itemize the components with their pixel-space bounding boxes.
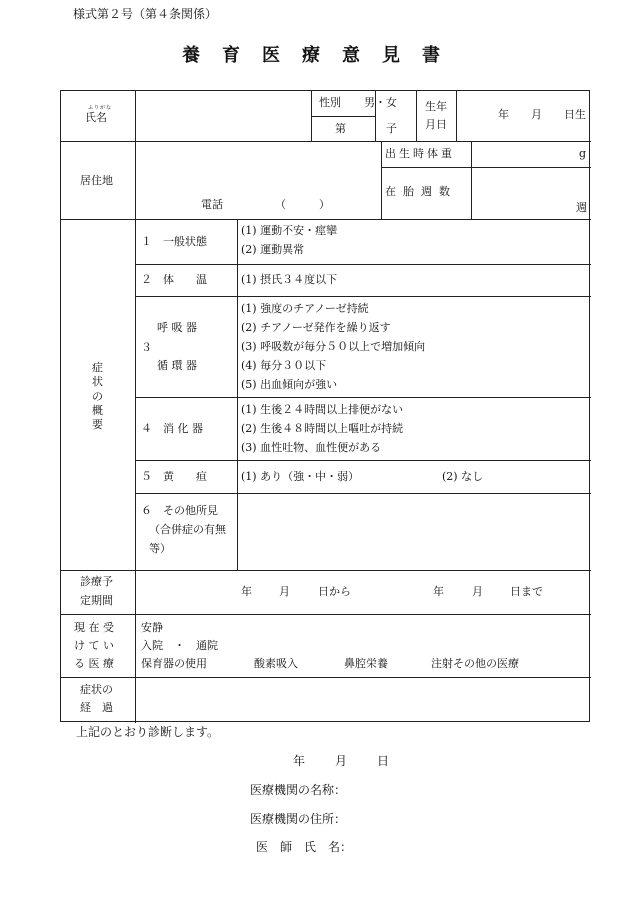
phone-label: 電話 bbox=[201, 198, 223, 211]
symptoms-section-label: 症状の概要 bbox=[92, 361, 103, 432]
finding: (2) なし bbox=[442, 470, 484, 483]
finding: (1) あり（強・中・弱） bbox=[241, 470, 360, 483]
opinion-form-table bbox=[60, 90, 590, 722]
rule bbox=[135, 397, 591, 398]
rule bbox=[135, 493, 591, 494]
birth-weight-unit: g bbox=[579, 147, 587, 160]
finding: (4) 毎分３０以下 bbox=[241, 359, 327, 372]
period-from-month: 月 bbox=[279, 585, 290, 598]
sex-label: 性別 bbox=[319, 96, 341, 109]
period-from-day: 日から bbox=[318, 585, 351, 598]
period-label: 定期間 bbox=[80, 594, 113, 607]
birthdate-month: 月 bbox=[531, 108, 542, 121]
date-month: 月 bbox=[335, 754, 348, 768]
form-number: 様式第２号（第４条関係） bbox=[73, 7, 218, 21]
period-to-day: 日まで bbox=[510, 585, 543, 598]
care-option-rest: 入院 ・ 通院 bbox=[141, 639, 218, 652]
finding: (2) 生後４８時間以上嘔吐が持続 bbox=[241, 422, 404, 435]
finding: (5) 出血傾向が強い bbox=[241, 378, 338, 391]
general-state-label: １ 一般状態 bbox=[141, 235, 207, 248]
birth-order-prefix: 第 bbox=[335, 122, 346, 135]
birthdate-label: 生年 bbox=[425, 100, 447, 113]
rule bbox=[237, 219, 238, 570]
finding: (2) チアノーゼ発作を繰り返す bbox=[241, 321, 391, 334]
finding: (2) 運動異常 bbox=[241, 243, 305, 256]
finding: (3) 血性吐物、血性便がある bbox=[241, 441, 382, 454]
circulatory-label: 循 環 器 bbox=[157, 359, 197, 372]
birthdate-year: 年 bbox=[498, 108, 509, 121]
birthdate-day: 日生 bbox=[564, 108, 586, 121]
institution-address-label: 医療機関の住所： bbox=[250, 812, 347, 826]
rule bbox=[381, 167, 591, 168]
doctor-name-label: 医 師 氏 名： bbox=[256, 840, 353, 854]
institution-name-label: 医療機関の名称： bbox=[250, 783, 347, 797]
jaundice-label: ５ 黄 疸 bbox=[141, 470, 207, 483]
progress-label: 経 過 bbox=[80, 701, 113, 714]
progress-label: 症状の bbox=[80, 683, 113, 696]
finding: (1) 摂氏３４度以下 bbox=[241, 273, 338, 286]
rule bbox=[471, 141, 472, 219]
rule bbox=[135, 296, 591, 297]
finding: (1) 生後２４時間以上排便がない bbox=[241, 403, 404, 416]
respiratory-number: ３ bbox=[141, 341, 152, 354]
rule bbox=[135, 91, 136, 723]
finding: (3) 呼吸数が毎分５０以上で増加傾向 bbox=[241, 340, 426, 353]
diagnosis-statement: 上記のとおり診断します。 bbox=[76, 725, 220, 739]
rule bbox=[416, 91, 417, 141]
care-option: 保育器の使用 bbox=[141, 657, 207, 670]
current-care-label: け て い bbox=[74, 639, 114, 652]
rule bbox=[135, 460, 591, 461]
rule bbox=[61, 219, 591, 220]
other-findings-label: （合併症の有無 bbox=[149, 523, 226, 536]
period-to-year: 年 bbox=[433, 585, 444, 598]
address-label: 居住地 bbox=[80, 174, 113, 187]
rule bbox=[61, 141, 591, 142]
period-to-month: 月 bbox=[472, 585, 483, 598]
rule bbox=[456, 91, 457, 141]
rule bbox=[61, 570, 591, 571]
current-care-label: 現 在 受 bbox=[74, 621, 114, 634]
date-day: 日 bbox=[377, 754, 390, 768]
temperature-label: ２ 体 温 bbox=[141, 273, 207, 286]
care-option: 鼻腔栄養 bbox=[344, 657, 388, 670]
page-title: 養育医療意見書 bbox=[182, 45, 462, 66]
period-label: 診療予 bbox=[80, 575, 113, 588]
period-from-year: 年 bbox=[241, 585, 252, 598]
birth-weight-label: 出生時体重 bbox=[385, 147, 455, 160]
date-year: 年 bbox=[293, 754, 306, 768]
rule bbox=[61, 677, 591, 678]
finding: (1) 運動不安・痙攣 bbox=[241, 224, 338, 237]
sex-options: 男・女 bbox=[364, 96, 397, 109]
rule bbox=[61, 614, 591, 615]
other-findings-label: ６ その他所見 bbox=[141, 504, 218, 517]
digestive-label: ４ 消 化 器 bbox=[141, 422, 203, 435]
rule bbox=[311, 116, 375, 117]
current-care-label: る 医 療 bbox=[74, 657, 114, 670]
gestation-label: 在胎週数 bbox=[385, 185, 457, 198]
phone-paren: （ ） bbox=[275, 198, 330, 211]
name-ruby: ふりがな bbox=[88, 105, 113, 111]
care-option: 注射その他の医療 bbox=[431, 657, 519, 670]
rule bbox=[311, 91, 312, 141]
birth-order-suffix: 子 bbox=[386, 122, 397, 135]
finding: (1) 強度のチアノーゼ持続 bbox=[241, 302, 369, 315]
birthdate-label: 月日 bbox=[425, 118, 447, 131]
respiratory-label: 呼 吸 器 bbox=[157, 321, 197, 334]
other-findings-label: 等） bbox=[149, 542, 171, 555]
rule bbox=[135, 264, 591, 265]
rule bbox=[381, 141, 382, 219]
gestation-unit: 週 bbox=[576, 201, 587, 214]
care-option-rest: 安静 bbox=[141, 621, 163, 634]
name-label: 氏名 bbox=[85, 111, 107, 124]
care-option: 酸素吸入 bbox=[254, 657, 298, 670]
